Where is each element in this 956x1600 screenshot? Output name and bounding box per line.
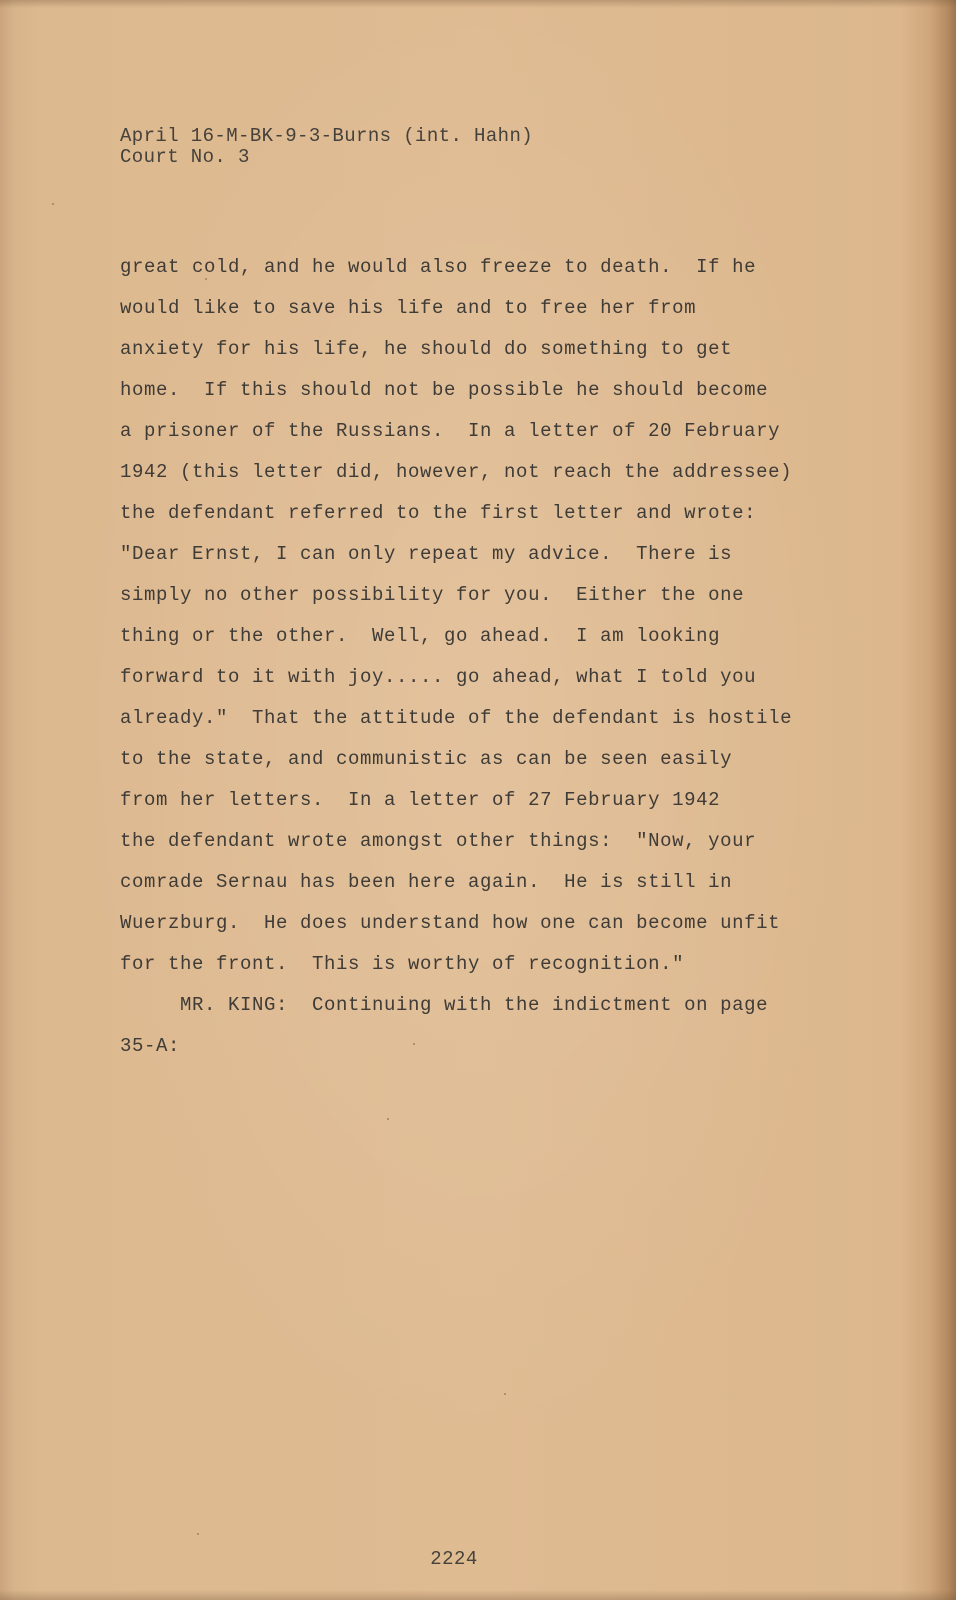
body-line: thing or the other. Well, go ahead. I am looking: [120, 625, 721, 647]
body-line: forward to it with joy..... go ahead, what I told you: [120, 666, 757, 688]
body-line: great cold, and he would also freeze to death. If he: [120, 256, 757, 278]
header-line-1: April 16-M-BK-9-3-Burns (int. Hahn): [120, 125, 534, 147]
paper-speck: [197, 1533, 199, 1535]
body-line: the defendant referred to the first letter and wrote:: [120, 502, 757, 524]
body-line: from her letters. In a letter of 27 February 1942: [120, 789, 721, 811]
body-line: comrade Sernau has been here again. He is still in: [120, 871, 733, 893]
body-line: the defendant wrote amongst other things: "Now, your: [120, 830, 757, 852]
body-line: for the front. This is worthy of recognition.": [120, 953, 685, 975]
body-line: to the state, and communistic as can be seen easily: [120, 748, 733, 770]
body-line: "Dear Ernst, I can only repeat my advice. There is: [120, 543, 733, 565]
header-line-2: Court No. 3: [120, 146, 250, 168]
paper-speck: [205, 278, 207, 280]
page-number: 2224: [430, 1548, 478, 1570]
body-line: home. If this should not be possible he should become: [120, 379, 769, 401]
body-line: a prisoner of the Russians. In a letter of 20 February: [120, 420, 781, 442]
body-line: already." That the attitude of the defendant is hostile: [120, 707, 793, 729]
paper-speck: [504, 1393, 506, 1395]
paper-speck: [52, 203, 54, 205]
paper-speck: [413, 1043, 415, 1045]
speaker-line: MR. KING: Continuing with the indictment on page: [180, 994, 769, 1016]
body-line: Wuerzburg. He does understand how one can become unfit: [120, 912, 781, 934]
body-line: would like to save his life and to free her from: [120, 297, 697, 319]
page-bottom-edge: [0, 1590, 956, 1600]
paper-speck: [387, 1118, 389, 1120]
document-header: [120, 126, 533, 168]
body-line: simply no other possibility for you. Either the one: [120, 584, 745, 606]
transcript-body: [120, 247, 820, 1067]
page-top-edge: [0, 0, 956, 8]
body-line: 1942 (this letter did, however, not reach the addressee): [120, 461, 793, 483]
body-line: anxiety for his life, he should do something to get: [120, 338, 733, 360]
speaker-continuation: 35-A:: [120, 1035, 181, 1057]
